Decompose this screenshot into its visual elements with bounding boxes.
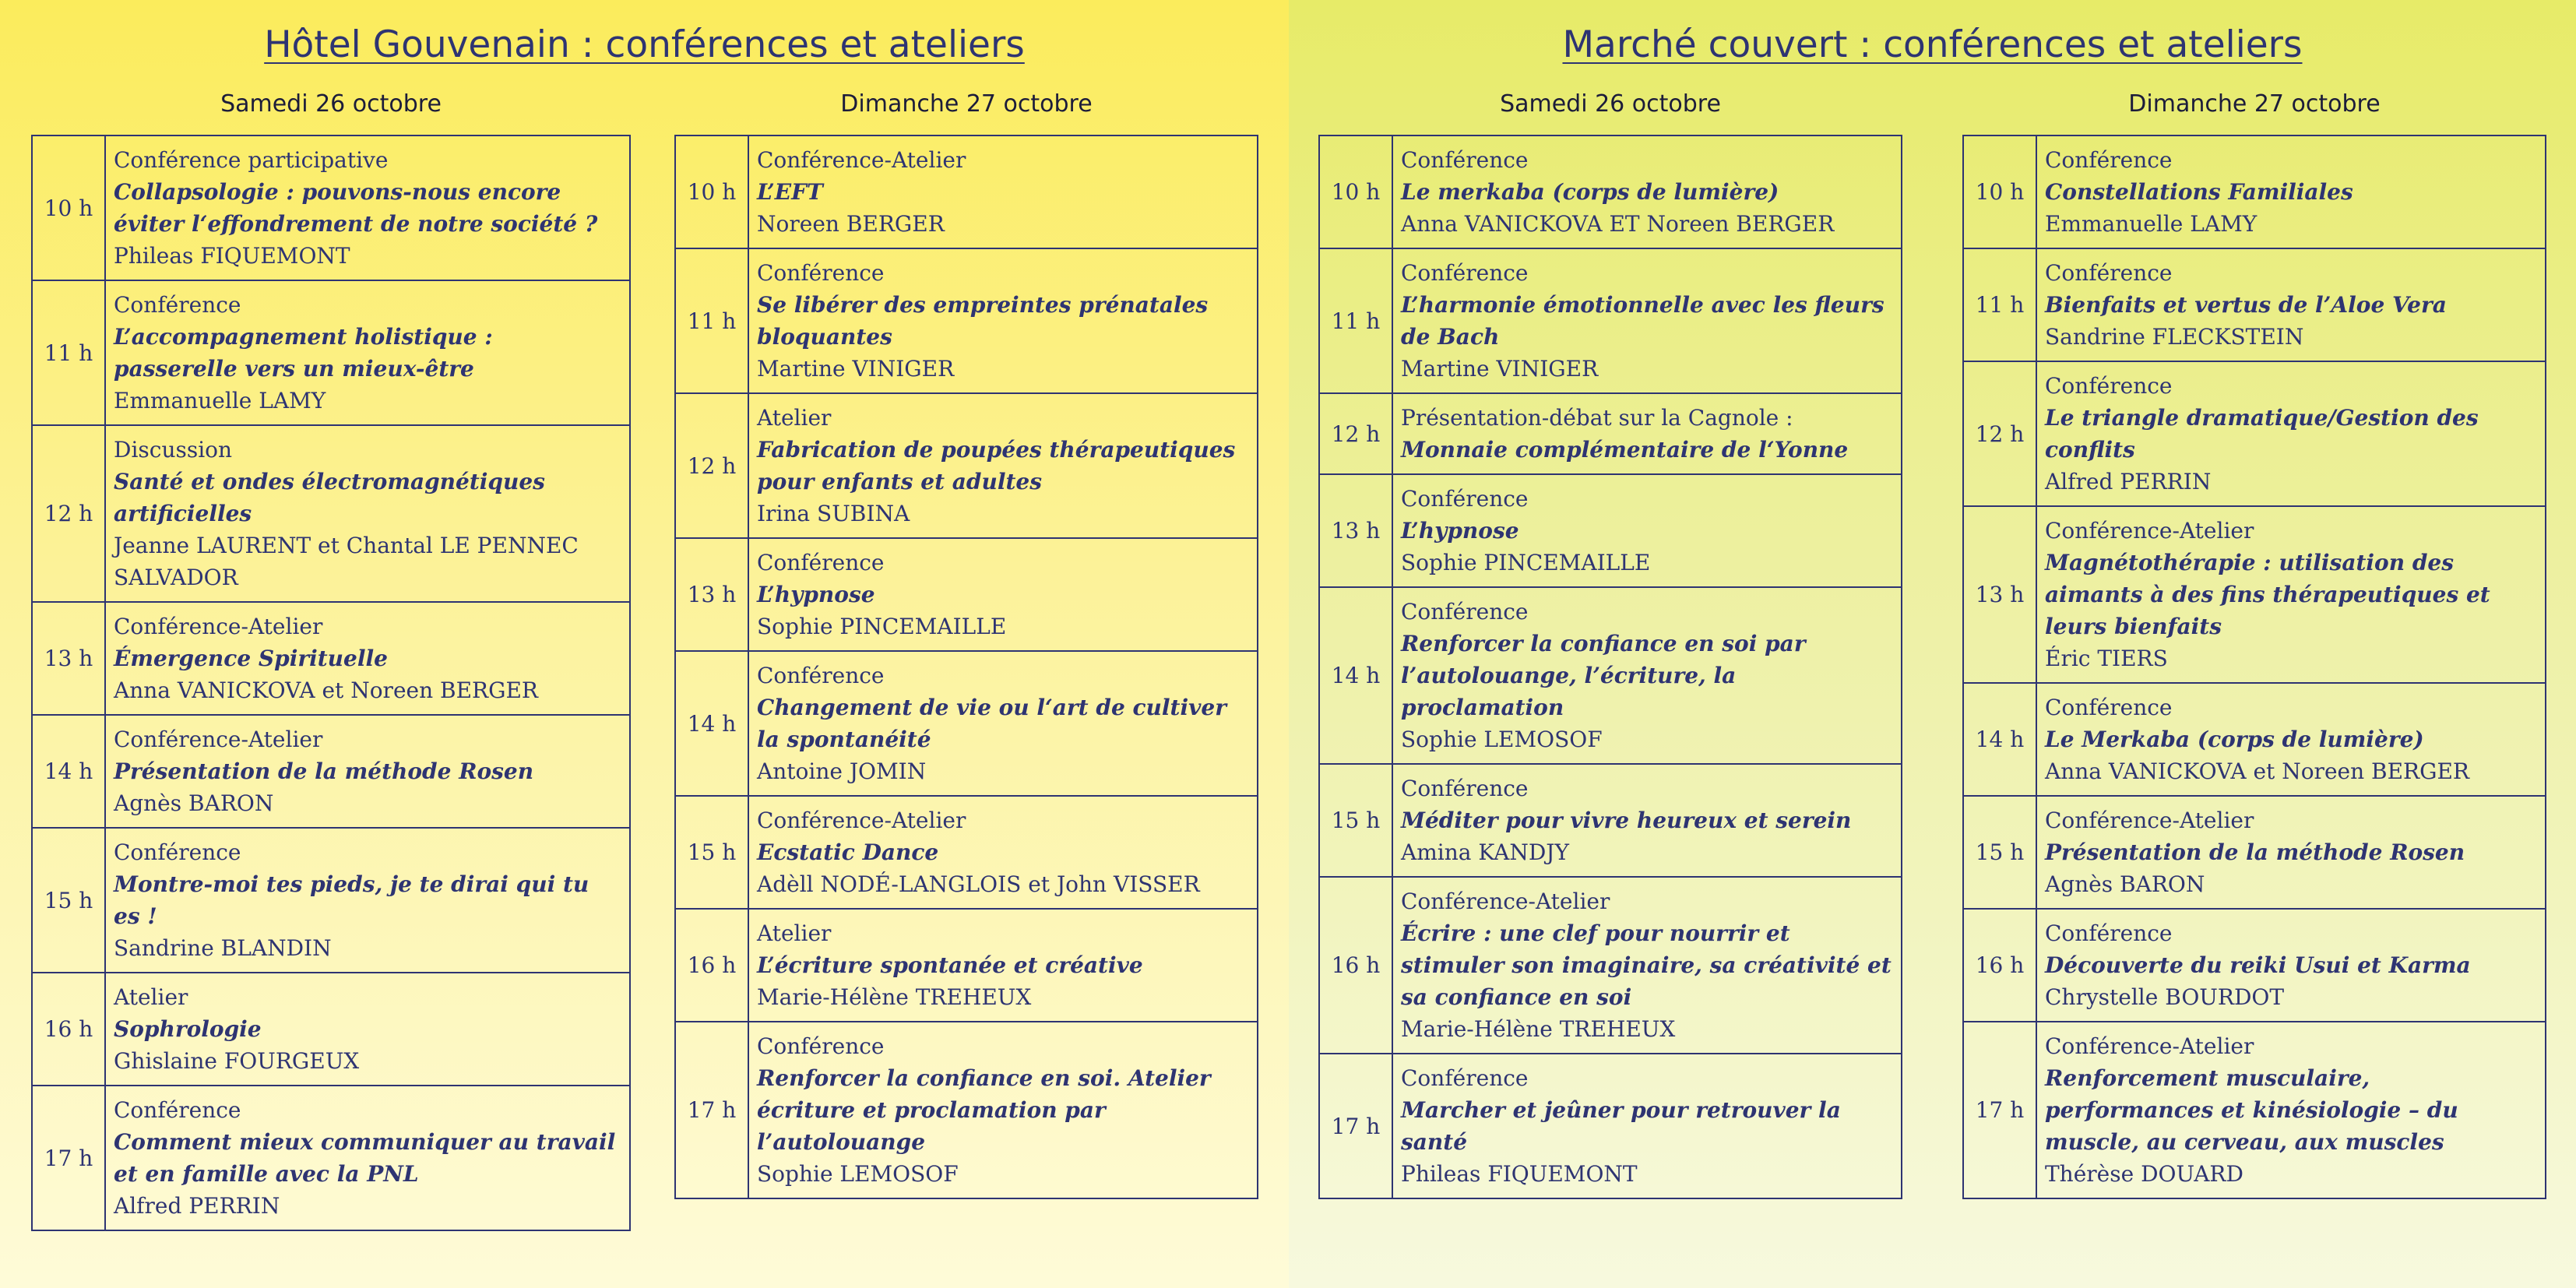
event-cell (105, 135, 630, 280)
day-title: Dimanche 27 octobre (840, 90, 1093, 118)
schedule-row (1319, 135, 1902, 248)
event-speaker: Agnès BARON (2045, 871, 2205, 897)
event-cell (2036, 1022, 2546, 1198)
event-cell (105, 280, 630, 425)
schedule-row (1963, 506, 2546, 683)
event-cell (748, 135, 1258, 248)
time-slot: 16 h (1963, 909, 2036, 1022)
schedule-row (32, 973, 630, 1086)
time-slot: 15 h (675, 796, 748, 909)
event-speaker: Anna VANICKOVA et Noreen BERGER (114, 677, 539, 703)
event-cell (748, 248, 1258, 393)
schedule-row (1319, 248, 1902, 393)
event-cell (748, 1022, 1258, 1198)
event-type: Conférence (757, 1033, 885, 1059)
event-title: L’accompagnement holistique : passerelle vers un mieux-être (114, 324, 493, 382)
event-cell (748, 909, 1258, 1022)
event-cell (1392, 877, 1902, 1054)
event-type: Conférence-Atelier (114, 727, 323, 752)
schedule-row (32, 715, 630, 828)
schedule-table (31, 135, 631, 1231)
event-speaker: Irina SUBINA (757, 501, 910, 526)
event-type: Conférence (2045, 147, 2173, 173)
event-speaker: Agnès BARON (114, 790, 274, 816)
event-cell (1392, 474, 1902, 587)
event-type: Conférence (1401, 147, 1529, 173)
event-title: L’harmonie émotionnelle avec les fleurs de Bach (1401, 292, 1884, 350)
event-title: Se libérer des empreintes prénatales bloquantes (757, 292, 1209, 350)
time-slot: 10 h (32, 135, 105, 280)
schedule-row (1963, 248, 2546, 361)
event-cell (1392, 393, 1902, 474)
event-title: L’écriture spontanée et créative (757, 952, 1143, 978)
schedule-row (1319, 1054, 1902, 1198)
event-type: Conférence (1401, 486, 1529, 512)
time-slot: 15 h (1319, 764, 1392, 877)
event-speaker: Alfred PERRIN (114, 1193, 280, 1219)
schedule-row (1963, 683, 2546, 796)
day-title: Samedi 26 octobre (1500, 90, 1721, 118)
time-slot: 11 h (1319, 248, 1392, 393)
event-title: Ecstatic Dance (757, 839, 939, 865)
time-slot: 16 h (32, 973, 105, 1086)
schedule-row (32, 280, 630, 425)
event-title: Magnétothérapie : utilisation des aimants à des fins thérapeutiques et leurs bienfaits (2045, 550, 2490, 639)
time-slot: 17 h (1963, 1022, 2036, 1198)
event-speaker: Antoine JOMIN (757, 758, 927, 784)
schedule-row (675, 796, 1258, 909)
event-type: Discussion (114, 437, 233, 463)
event-type: Conférence (757, 260, 885, 286)
time-slot: 15 h (1963, 796, 2036, 909)
event-type: Conférence (1401, 776, 1529, 801)
time-slot: 15 h (32, 828, 105, 973)
event-cell (2036, 135, 2546, 248)
event-speaker: Emmanuelle LAMY (2045, 211, 2258, 237)
time-slot: 10 h (675, 135, 748, 248)
event-type: Conférence-Atelier (2045, 518, 2254, 544)
event-type: Conférence-Atelier (1401, 889, 1610, 914)
event-speaker: Emmanuelle LAMY (114, 388, 326, 413)
event-cell (2036, 506, 2546, 683)
event-title: Marcher et jeûner pour retrouver la santé (1401, 1097, 1841, 1155)
event-type: Conférence (2045, 260, 2173, 286)
event-cell (1392, 248, 1902, 393)
event-title: L’hypnose (1401, 518, 1519, 544)
event-speaker: Noreen BERGER (757, 211, 945, 237)
time-slot: 14 h (1319, 587, 1392, 764)
event-title: Santé et ondes électromagnétiques artificielles (114, 469, 545, 526)
event-title: Renforcer la confiance en soi par l’autolouange, l’écriture, la proclamation (1401, 631, 1806, 720)
time-slot: 11 h (675, 248, 748, 393)
schedule-row (1963, 909, 2546, 1022)
schedule-row (32, 1086, 630, 1230)
time-slot: 12 h (675, 393, 748, 538)
event-title: Le merkaba (corps de lumière) (1401, 179, 1779, 205)
event-speaker: Thérèse DOUARD (2045, 1161, 2243, 1187)
event-speaker: Sophie PINCEMAILLE (757, 614, 1007, 639)
schedule-row (1319, 877, 1902, 1054)
event-type: Conférence-Atelier (2045, 808, 2254, 833)
event-cell (2036, 683, 2546, 796)
event-type: Conférence (1401, 599, 1529, 625)
event-cell (2036, 361, 2546, 506)
event-cell (105, 828, 630, 973)
schedule-row (32, 828, 630, 973)
event-title: Présentation de la méthode Rosen (114, 758, 534, 784)
event-cell (2036, 248, 2546, 361)
event-title: Écrire : une clef pour nourrir et stimuler son imaginaire, sa créativité et sa confiance en soi (1401, 920, 1892, 1010)
time-slot: 13 h (1963, 506, 2036, 683)
time-slot: 14 h (675, 651, 748, 796)
schedule-row (675, 1022, 1258, 1198)
schedule-row (1963, 1022, 2546, 1198)
venue-title: Marché couvert : conférences et ateliers (1562, 23, 2303, 66)
event-title: Le Merkaba (corps de lumière) (2045, 727, 2424, 752)
event-type: Conférence (2045, 920, 2173, 946)
event-title: Monnaie complémentaire de l‘Yonne (1401, 437, 1849, 463)
time-slot: 17 h (675, 1022, 748, 1198)
event-speaker: Chrystelle BOURDOT (2045, 984, 2285, 1010)
event-title: L’hypnose (757, 582, 875, 607)
event-title: L’EFT (757, 179, 823, 205)
event-title: Le triangle dramatique/Gestion des conflits (2045, 405, 2479, 463)
event-cell (748, 796, 1258, 909)
event-type: Conférence-Atelier (757, 808, 966, 833)
event-speaker: Sophie LEMOSOF (757, 1161, 959, 1187)
event-speaker: Ghislaine FOURGEUX (114, 1048, 360, 1074)
event-cell (2036, 909, 2546, 1022)
event-cell (105, 715, 630, 828)
event-title: Renforcer la confiance en soi. Atelier écriture et proclamation par l’autolouange (757, 1065, 1211, 1155)
time-slot: 12 h (1319, 393, 1392, 474)
event-cell (105, 602, 630, 715)
event-cell (1392, 135, 1902, 248)
event-type: Conférence (114, 1097, 241, 1123)
event-speaker: Amina KANDJY (1401, 839, 1570, 865)
event-title: Émergence Spirituelle (114, 646, 388, 671)
event-title: Fabrication de poupées thérapeutiques pour enfants et adultes (757, 437, 1236, 494)
event-cell (748, 538, 1258, 651)
event-type: Atelier (114, 984, 188, 1010)
schedule-table (674, 135, 1258, 1199)
schedule-row (675, 393, 1258, 538)
schedule-row (1319, 764, 1902, 877)
event-title: Montre-moi tes pieds, je te dirai qui tu es ! (114, 871, 589, 929)
event-cell (1392, 764, 1902, 877)
event-speaker: Anna VANICKOVA et Noreen BERGER (2045, 758, 2470, 784)
event-cell (105, 973, 630, 1086)
event-type: Conférence (2045, 695, 2173, 720)
event-type: Atelier (757, 920, 832, 946)
event-type: Conférence-Atelier (2045, 1033, 2254, 1059)
schedule-row (675, 651, 1258, 796)
schedule-row (32, 135, 630, 280)
schedule-row (1963, 361, 2546, 506)
event-speaker: Phileas FIQUEMONT (1401, 1161, 1638, 1187)
event-type: Conférence (1401, 260, 1529, 286)
day-title: Samedi 26 octobre (220, 90, 442, 118)
day-title: Dimanche 27 octobre (2128, 90, 2381, 118)
event-title: Présentation de la méthode Rosen (2045, 839, 2465, 865)
event-speaker: Sandrine BLANDIN (114, 935, 332, 961)
event-speaker: Anna VANICKOVA ET Noreen BERGER (1401, 211, 1835, 237)
time-slot: 16 h (1319, 877, 1392, 1054)
schedule-row (1319, 587, 1902, 764)
event-cell (105, 1086, 630, 1230)
event-title: Méditer pour vivre heureux et serein (1401, 808, 1852, 833)
event-speaker: Phileas FIQUEMONT (114, 243, 350, 269)
venue-title: Hôtel Gouvenain : conférences et ateliers (264, 23, 1025, 66)
time-slot: 13 h (1319, 474, 1392, 587)
event-speaker: Sophie LEMOSOF (1401, 727, 1603, 752)
time-slot: 11 h (1963, 248, 2036, 361)
time-slot: 12 h (32, 425, 105, 602)
schedule-row (675, 538, 1258, 651)
schedule-row (1963, 796, 2546, 909)
event-cell (748, 651, 1258, 796)
event-cell (748, 393, 1258, 538)
schedule-table (1962, 135, 2546, 1199)
time-slot: 14 h (32, 715, 105, 828)
schedule-row (1319, 393, 1902, 474)
schedule-row (675, 135, 1258, 248)
event-type: Conférence (1401, 1065, 1529, 1091)
time-slot: 10 h (1963, 135, 2036, 248)
event-type: Conférence-Atelier (114, 614, 323, 639)
event-speaker: Jeanne LAURENT et Chantal LE PENNEC SALVADOR (114, 533, 579, 590)
schedule-row (1963, 135, 2546, 248)
time-slot: 17 h (1319, 1054, 1392, 1198)
time-slot: 14 h (1963, 683, 2036, 796)
event-title: Découverte du reiki Usui et Karma (2045, 952, 2471, 978)
event-speaker: Marie-Hélène TREHEUX (1401, 1016, 1676, 1042)
schedule-row (32, 425, 630, 602)
event-cell (1392, 587, 1902, 764)
event-title: Changement de vie ou l‘art de cultiver la spontanéité (757, 695, 1226, 752)
event-speaker: Martine VINIGER (757, 356, 955, 382)
time-slot: 13 h (675, 538, 748, 651)
event-title: Bienfaits et vertus de l’Aloe Vera (2045, 292, 2447, 318)
time-slot: 16 h (675, 909, 748, 1022)
schedule-row (675, 909, 1258, 1022)
time-slot: 17 h (32, 1086, 105, 1230)
schedule-row (32, 602, 630, 715)
event-title: Sophrologie (114, 1016, 262, 1042)
event-title: Collapsologie : pouvons-nous encore éviter l‘effondrement de notre société ? (114, 179, 598, 237)
event-type: Conférence participative (114, 147, 389, 173)
event-type: Conférence (757, 663, 885, 688)
venue-panel-marche-couvert (1289, 0, 2576, 1288)
time-slot: 13 h (32, 602, 105, 715)
event-title: Constellations Familiales (2045, 179, 2353, 205)
event-speaker: Sophie PINCEMAILLE (1401, 550, 1651, 575)
event-speaker: Alfred PERRIN (2045, 469, 2212, 494)
event-cell (1392, 1054, 1902, 1198)
event-type: Conférence (2045, 373, 2173, 399)
schedule-row (1319, 474, 1902, 587)
event-type: Conférence-Atelier (757, 147, 966, 173)
event-speaker: Martine VINIGER (1401, 356, 1599, 382)
time-slot: 10 h (1319, 135, 1392, 248)
schedule-table (1318, 135, 1902, 1199)
event-type: Conférence (757, 550, 885, 575)
event-type: Conférence (114, 292, 241, 318)
event-speaker: Adèll NODÉ-LANGLOIS et John VISSER (757, 871, 1200, 897)
event-speaker: Marie-Hélène TREHEUX (757, 984, 1032, 1010)
schedule-row (675, 248, 1258, 393)
time-slot: 12 h (1963, 361, 2036, 506)
event-cell (105, 425, 630, 602)
event-cell (2036, 796, 2546, 909)
event-title: Renforcement musculaire, performances et kinésiologie – du muscle, au cerveau, aux muscles (2045, 1065, 2458, 1155)
event-speaker: Sandrine FLECKSTEIN (2045, 324, 2304, 350)
event-type: Présentation-débat sur la Cagnole : (1401, 405, 1793, 431)
event-title: Comment mieux communiquer au travail et en famille avec la PNL (114, 1129, 616, 1187)
event-type: Atelier (757, 405, 832, 431)
time-slot: 11 h (32, 280, 105, 425)
event-type: Conférence (114, 839, 241, 865)
event-speaker: Éric TIERS (2045, 646, 2168, 671)
